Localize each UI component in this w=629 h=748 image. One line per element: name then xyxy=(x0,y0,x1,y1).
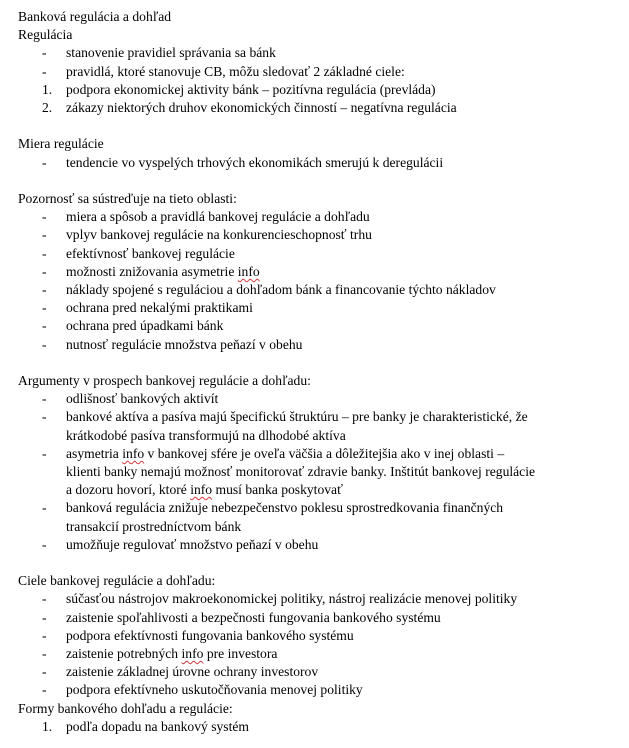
list-marker: - xyxy=(42,445,47,461)
list-item-text: umožňuje regulovať množstvo peňazí v obehu xyxy=(66,536,319,552)
list-item-text: nutnosť regulácie množstva peňazí v obehu xyxy=(66,336,303,352)
blank-line xyxy=(18,172,623,190)
list-marker: - xyxy=(42,391,47,407)
section-heading: Miera regulácie xyxy=(18,136,104,152)
list-item xyxy=(18,681,623,699)
list-item-text: možnosti znižovania asymetrie info xyxy=(66,263,260,279)
list-marker: - xyxy=(42,245,47,261)
list-marker: 1. xyxy=(42,718,53,734)
list-item xyxy=(18,263,623,281)
list-item-text: podpora efektívnosti fungovania bankového systému xyxy=(66,627,354,643)
list-item-text: súčasťou nástrojov makroekonomickej politiky, nástroj realizácie menovej politiky xyxy=(66,591,518,607)
list-item xyxy=(18,44,623,62)
list-item xyxy=(18,336,623,354)
list-item xyxy=(18,245,623,263)
list-marker: - xyxy=(42,591,47,607)
list-item xyxy=(18,226,623,244)
list-item-text: podpora efektívneho uskutočňovania menovej politiky xyxy=(66,682,363,698)
list-item xyxy=(18,390,623,408)
document-title: Banková regulácia a dohľad xyxy=(18,9,172,24)
spellcheck-word: info xyxy=(237,263,260,279)
section-heading: Formy bankového dohľadu a regulácie: xyxy=(18,700,233,716)
list-marker: 1. xyxy=(42,81,53,97)
list-item-text: vplyv bankovej regulácie na konkurencieschopnosť trhu xyxy=(66,227,372,243)
list-item-text: odlišnosť bankových aktivít xyxy=(66,391,219,407)
list-marker: - xyxy=(42,536,47,552)
list-marker: - xyxy=(42,627,47,643)
list-item xyxy=(18,81,623,99)
section-heading: Ciele bankovej regulácie a dohľadu: xyxy=(18,573,216,589)
list-item-text: miera a spôsob a pravidlá bankovej regulácie a dohľadu xyxy=(66,209,370,225)
list-item-text: ochrana pred úpadkami bánk xyxy=(66,318,224,334)
list-item-text: efektívnosť bankovej regulácie xyxy=(66,245,235,261)
list-marker: - xyxy=(42,336,47,352)
list-item xyxy=(18,445,623,500)
list-item xyxy=(18,590,623,608)
list-marker: - xyxy=(42,646,47,662)
list-marker: 2. xyxy=(42,100,53,116)
list-marker: - xyxy=(42,154,47,170)
list-item xyxy=(18,609,623,627)
list-item-text: asymetria info v bankovej sfére je oveľa väčšia a dôležitejšia ako v inej oblasti – xyxy=(66,445,505,461)
list-marker: - xyxy=(42,209,47,225)
list-item xyxy=(18,154,623,172)
sections-container xyxy=(18,26,623,736)
list-item xyxy=(18,408,623,444)
list-marker: - xyxy=(42,300,47,316)
list-item xyxy=(18,281,623,299)
spellcheck-word: info xyxy=(181,646,204,662)
list-marker: - xyxy=(42,682,47,698)
section-heading: Argumenty v prospech bankovej regulácie a dohľadu: xyxy=(18,373,311,389)
list-marker: - xyxy=(42,282,47,298)
list-item xyxy=(18,63,623,81)
list-item-text: tendencie vo vyspelých trhových ekonomikách smerujú k deregulácii xyxy=(66,154,444,170)
list-item-text: stanovenie pravidiel správania sa bánk xyxy=(66,45,276,61)
list-item xyxy=(18,536,623,554)
document-body xyxy=(18,8,623,736)
list-item-text: náklady spojené s reguláciou a dohľadom bánk a financovanie týchto nákladov xyxy=(66,282,496,298)
list-marker: - xyxy=(42,227,47,243)
list-item-text: podpora ekonomickej aktivity bánk – pozitívna regulácia (prevláda) xyxy=(66,81,436,97)
list-marker: - xyxy=(42,263,47,279)
list-item-text: klienti banky nemajú možnosť monitorovať zdravie banky. Inštitút bankovej regulácie xyxy=(66,464,536,480)
list-item xyxy=(18,317,623,335)
section-heading: Pozornosť sa sústreďuje na tieto oblasti: xyxy=(18,191,237,206)
spellcheck-word: info xyxy=(122,445,145,461)
list-item xyxy=(18,645,623,663)
list-item-text: podľa dopadu na bankový systém xyxy=(66,718,249,734)
list-item xyxy=(18,208,623,226)
list-marker: - xyxy=(42,45,47,61)
list-marker: - xyxy=(42,318,47,334)
list-item-text: zaistenie potrebných info pre investora xyxy=(66,646,278,662)
list-item-text: zákazy niektorých druhov ekonomických činností – negatívna regulácia xyxy=(66,100,457,116)
spellcheck-word: info xyxy=(190,482,213,498)
list-item-text: krátkodobé pasíva transformujú na dlhodobé aktíva xyxy=(66,427,346,443)
list-item xyxy=(18,663,623,681)
list-item-text: ochrana pred nekalými praktikami xyxy=(66,300,253,316)
list-marker: - xyxy=(42,409,47,425)
list-item xyxy=(18,99,623,117)
list-marker: - xyxy=(42,500,47,516)
list-item-text: bankové aktíva a pasíva majú špecifickú štruktúru – pre banky je charakteristické, že xyxy=(66,409,528,425)
list-item-text: pravidlá, ktoré stanovuje CB, môžu sledovať 2 základné ciele: xyxy=(66,63,405,79)
section-heading: Regulácia xyxy=(18,27,73,43)
list-item-text: zaistenie spoľahlivosti a bezpečnosti fungovania bankového systému xyxy=(66,609,441,625)
list-item-text: a dozoru hovorí, ktoré info musí banka poskytovať xyxy=(66,482,343,498)
list-item xyxy=(18,627,623,645)
list-item xyxy=(18,299,623,317)
blank-line xyxy=(18,354,623,372)
list-item xyxy=(18,499,623,535)
list-item xyxy=(18,718,623,736)
list-item-text: transakcií prostredníctvom bánk xyxy=(66,518,242,534)
list-marker: - xyxy=(42,664,47,680)
list-marker: - xyxy=(42,609,47,625)
list-marker: - xyxy=(42,63,47,79)
blank-line xyxy=(18,117,623,135)
blank-line xyxy=(18,554,623,572)
list-item-text: zaistenie základnej úrovne ochrany investorov xyxy=(66,664,319,680)
list-item-text: banková regulácia znižuje nebezpečenstvo poklesu sprostredkovania finančných xyxy=(66,500,504,516)
